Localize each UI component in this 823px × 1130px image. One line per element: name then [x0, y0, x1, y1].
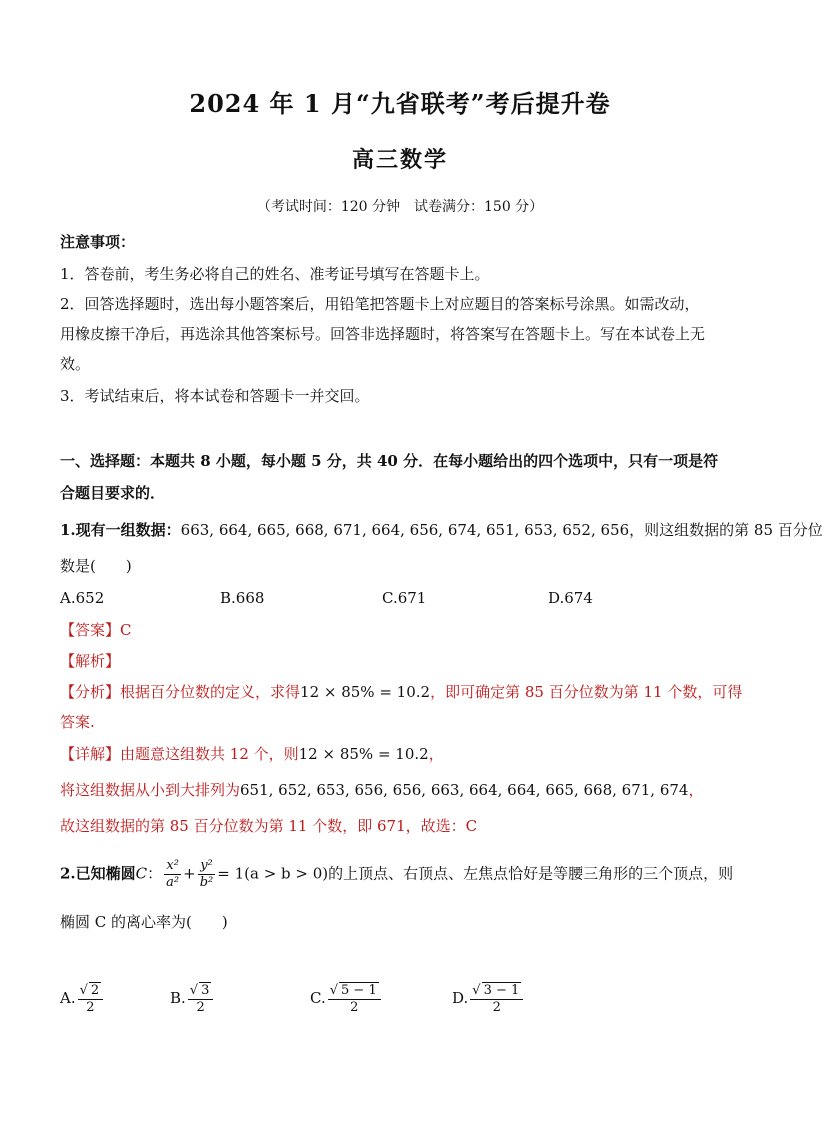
- question-1-prefix: 1.现有一组数据：: [60, 521, 181, 539]
- radicand: 5 − 1: [341, 983, 377, 998]
- q1-fenxi: [60, 682, 742, 702]
- option-label: D.: [452, 989, 469, 1007]
- colon: ：: [147, 864, 163, 883]
- fenxi-formula: 12 × 85% = 10.2: [300, 683, 431, 701]
- equation-rhs: = 1(a > b > 0): [217, 864, 329, 883]
- notice-item-2: 2．回答选择题时，选出每小题答案后，用铅笔把答题卡上对应题目的答案标号涂黑。如需改动，: [60, 295, 700, 313]
- section-heading-cont: 合题目要求的．: [60, 484, 166, 502]
- sqrt-icon: √: [79, 983, 88, 998]
- analysis-label: 【解析】: [60, 652, 121, 670]
- option-numerator: [78, 982, 104, 1000]
- option-numerator: [470, 982, 523, 1000]
- option-label: C.: [310, 989, 326, 1007]
- option-fraction: [78, 982, 104, 1016]
- sqrt-icon: √: [329, 983, 339, 998]
- detail-formula: 12 × 85% = 10.2: [298, 745, 429, 763]
- detail-text: 由题意这组数共 12 个，则: [120, 745, 299, 763]
- question-2: [60, 858, 733, 891]
- sqrt-icon: √: [189, 983, 199, 998]
- question-1-data: 663, 664, 665, 668, 671, 664, 656, 674, 651, 653, 652, 656: [180, 521, 630, 539]
- page-title: 2024 年 1 月“九省联考”考后提升卷: [189, 89, 611, 118]
- fraction-x-den: a²: [166, 875, 180, 890]
- exam-meta: （考试时间：120 分钟 试卷满分：150 分）: [256, 199, 544, 215]
- question-2-prefix: 2.已知椭圆: [60, 864, 136, 883]
- fenxi-line2: 答案.: [60, 713, 95, 731]
- question-2-line2: 椭圆 C 的离心率为( ): [60, 913, 228, 931]
- option-denominator: 2: [492, 1000, 501, 1015]
- page-subtitle: 高三数学: [351, 147, 448, 173]
- answer-value: C: [120, 621, 132, 639]
- option-label: B.: [170, 989, 186, 1007]
- sqrt-icon: √: [472, 983, 481, 998]
- question-1-line2: 数是( ): [60, 557, 132, 575]
- fraction-y-num: y²: [198, 858, 216, 875]
- detail-text-2: ，: [428, 745, 444, 763]
- q1-option-d: D.674: [548, 589, 593, 607]
- sorted-data: 651, 652, 653, 656, 656, 663, 664, 664, 665, 668, 671, 674: [240, 781, 689, 799]
- option-label: A.: [60, 989, 76, 1007]
- question-2-suffix: 的上顶点、右顶点、左焦点恰好是等腰三角形的三个顶点，则: [328, 864, 734, 883]
- notice-item-2-end: 效。: [60, 355, 91, 373]
- radicand: 3 − 1: [483, 983, 520, 998]
- q2-option-c: [310, 982, 383, 1016]
- q2-option-d: [452, 982, 525, 1016]
- fenxi-label: 【分析】: [60, 683, 121, 701]
- section-heading: 一、选择题：本题共 8 小题，每小题 5 分，共 40 分．在每小题给出的四个选项中，只有一项是符: [60, 452, 719, 470]
- q1-conclusion: 故这组数据的第 85 百分位数为第 11 个数，即 671，故选：C: [60, 817, 478, 835]
- fenxi-text-2: ，即可确定第 85 百分位数为第 11 个数，可得: [430, 683, 743, 701]
- radicand: 2: [90, 983, 100, 998]
- sorted-prefix: 将这组数据从小到大排列为: [60, 781, 241, 799]
- radicand: 3: [201, 983, 210, 998]
- notice-item-2-cont: 用橡皮擦干净后，再选涂其他答案标号。回答非选择题时，将答案写在答题卡上。写在本试卷上无: [60, 325, 706, 343]
- option-fraction: [188, 982, 214, 1016]
- fraction-y: [198, 858, 216, 891]
- question-1: [60, 520, 823, 540]
- notice-item-1: 1．答卷前，考生务必将自己的姓名、准考证号填写在答题卡上。: [60, 265, 490, 283]
- option-numerator: [188, 982, 214, 1000]
- option-denominator: 2: [86, 1000, 95, 1015]
- q1-sorted: [60, 780, 704, 800]
- option-fraction: [328, 982, 381, 1016]
- q1-option-c: C.671: [382, 589, 427, 607]
- detail-label: 【详解】: [60, 745, 121, 763]
- fraction-y-den: b²: [199, 875, 214, 890]
- option-denominator: 2: [196, 1000, 205, 1015]
- q1-detail: [60, 744, 444, 764]
- q2-option-b: [170, 982, 215, 1016]
- question-1-suffix: ，则这组数据的第 85 百分位: [629, 521, 823, 539]
- fraction-x: [164, 858, 181, 891]
- option-denominator: 2: [350, 1000, 359, 1015]
- answer-label: 【答案】: [60, 621, 121, 639]
- sorted-suffix: ，: [688, 781, 704, 799]
- option-fraction: [470, 982, 523, 1016]
- plus: +: [183, 864, 196, 883]
- notice-item-3: 3．考试结束后，将本试卷和答题卡一并交回。: [60, 387, 370, 405]
- q1-answer: [60, 620, 132, 640]
- option-numerator: [328, 982, 381, 1000]
- q2-option-a: [60, 982, 105, 1016]
- ellipse-name: C: [135, 864, 148, 883]
- fraction-x-num: x²: [164, 858, 181, 875]
- fenxi-text: 根据百分位数的定义，求得: [120, 683, 301, 701]
- q1-option-b: B.668: [220, 589, 265, 607]
- notice-heading: 注意事项：: [60, 233, 136, 251]
- q1-option-a: A.652: [60, 589, 105, 607]
